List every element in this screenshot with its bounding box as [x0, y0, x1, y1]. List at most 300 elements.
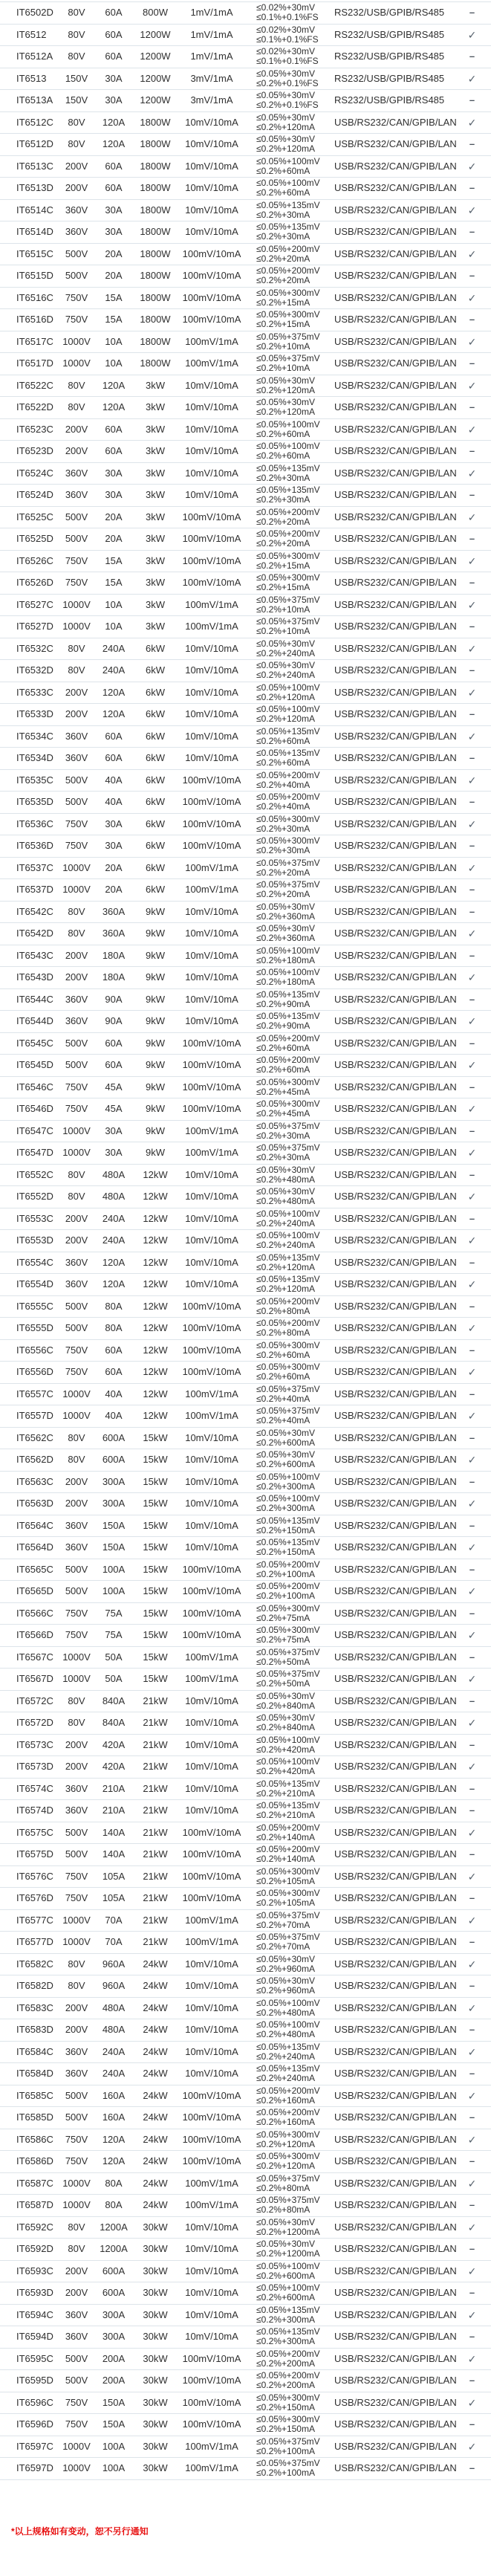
model-cell: IT6576D	[16, 1892, 53, 1904]
availability-mark: ✓	[467, 1914, 477, 1926]
table-row	[0, 1844, 491, 1866]
resolution-cell: 100mV/1mA	[185, 1936, 238, 1948]
current-cell: 30A	[105, 204, 123, 216]
accuracy-cell	[245, 1648, 334, 1667]
model-cell: IT6537C	[16, 861, 53, 873]
voltage-cell: 360V	[65, 2331, 88, 2343]
accuracy-cell	[245, 946, 334, 965]
power-cell: 15kW	[143, 1607, 168, 1619]
voltage-cell: 200V	[65, 2024, 88, 2036]
current-cell: 120A	[102, 686, 126, 698]
accuracy-line2: ≤0.2%+120mA	[256, 407, 315, 418]
resolution-cell: 100mV/10mA	[182, 2111, 241, 2123]
accuracy-line2: ≤0.2%+30mA	[256, 845, 310, 856]
accuracy-cell	[245, 792, 334, 812]
interfaces-cell: RS232/USB/GPIB/RS485	[334, 7, 445, 19]
current-cell: 120A	[102, 2133, 126, 2145]
interfaces-cell: USB/RS232/CAN/GPIB/LAN	[334, 2418, 457, 2430]
accuracy-line1: ≤0.05%+200mV	[256, 1055, 320, 1066]
power-cell: 15kW	[143, 1629, 168, 1641]
accuracy-line2: ≤0.2%+480mA	[256, 1196, 315, 1207]
resolution-cell: 100mV/10mA	[182, 1892, 241, 1904]
model-cell: IT6585C	[16, 2089, 53, 2101]
accuracy-line2: ≤0.2%+30mA	[256, 494, 310, 505]
resolution-cell: 100mV/1mA	[185, 2440, 238, 2452]
availability-mark: –	[469, 621, 475, 632]
table-row	[0, 1998, 491, 2020]
voltage-cell: 500V	[65, 1563, 88, 1575]
power-cell: 21kW	[143, 1914, 168, 1926]
interfaces-cell: USB/RS232/CAN/GPIB/LAN	[334, 2396, 457, 2408]
model-cell: IT6587C	[16, 2177, 53, 2189]
current-cell: 10A	[105, 357, 123, 369]
accuracy-line2: ≤0.2%+45mA	[256, 1108, 310, 1119]
power-cell: 30kW	[143, 2352, 168, 2364]
accuracy-cell	[245, 2020, 334, 2039]
model-cell: IT6515D	[16, 270, 53, 282]
accuracy-cell	[245, 551, 334, 571]
accuracy-line1: ≤0.05%+135mV	[256, 199, 320, 210]
model-cell: IT6577D	[16, 1936, 53, 1948]
voltage-cell: 360V	[65, 226, 88, 238]
current-cell: 80A	[105, 1322, 123, 1334]
resolution-cell: 10mV/10mA	[185, 379, 238, 391]
accuracy-line1: ≤0.05%+30mV	[256, 375, 315, 386]
interfaces-cell: USB/RS232/CAN/GPIB/LAN	[334, 577, 457, 589]
power-cell: 12kW	[143, 1256, 168, 1268]
power-cell: 6kW	[146, 884, 165, 896]
table-row	[0, 616, 491, 638]
interfaces-cell: USB/RS232/CAN/GPIB/LAN	[334, 1191, 457, 1203]
accuracy-line2: ≤0.2%+300mA	[256, 2336, 315, 2347]
interfaces-cell: USB/RS232/CAN/GPIB/LAN	[334, 993, 457, 1005]
interfaces-cell: USB/RS232/CAN/GPIB/LAN	[334, 1563, 457, 1575]
model-cell: IT6573D	[16, 1761, 53, 1773]
current-cell: 40A	[105, 796, 123, 808]
interfaces-cell: USB/RS232/CAN/GPIB/LAN	[334, 1103, 457, 1115]
interfaces-cell: USB/RS232/CAN/GPIB/LAN	[334, 2001, 457, 2013]
availability-mark: ✓	[467, 1454, 477, 1466]
voltage-cell: 500V	[65, 796, 88, 808]
voltage-cell: 750V	[65, 818, 88, 829]
availability-mark: –	[469, 2024, 475, 2036]
table-row	[0, 1515, 491, 1538]
current-cell: 80A	[105, 2199, 123, 2211]
current-cell: 1200A	[100, 2221, 128, 2233]
availability-mark: ✓	[467, 511, 477, 523]
table-row	[0, 1340, 491, 1362]
resolution-cell: 10mV/10mA	[185, 1738, 238, 1750]
accuracy-line2: ≤0.2%+75mA	[256, 1612, 310, 1623]
power-cell: 30kW	[143, 2418, 168, 2430]
resolution-cell: 100mV/10mA	[182, 1103, 241, 1115]
voltage-cell: 80V	[68, 664, 85, 676]
accuracy-line1: ≤0.05%+30mV	[256, 1164, 315, 1175]
table-row	[0, 68, 491, 91]
accuracy-cell	[245, 2371, 334, 2390]
current-cell: 960A	[102, 1980, 126, 1992]
accuracy-cell	[245, 222, 334, 242]
accuracy-cell	[245, 815, 334, 834]
accuracy-line2: ≤0.2%+60mA	[256, 1064, 310, 1075]
current-cell: 20A	[105, 511, 123, 522]
availability-mark: ✓	[467, 928, 477, 940]
interfaces-cell: USB/RS232/CAN/GPIB/LAN	[334, 2287, 457, 2299]
table-row	[0, 902, 491, 924]
interfaces-cell: USB/RS232/CAN/GPIB/LAN	[334, 1388, 457, 1399]
accuracy-line1: ≤0.05%+200mV	[256, 769, 320, 780]
resolution-cell: 100mV/10mA	[182, 533, 241, 545]
current-cell: 75A	[105, 1629, 123, 1641]
power-cell: 24kW	[143, 2155, 168, 2167]
accuracy-cell	[245, 1143, 334, 1162]
accuracy-cell	[245, 1253, 334, 1272]
voltage-cell: 1000V	[62, 2177, 91, 2189]
model-cell: IT6526D	[16, 577, 53, 589]
interfaces-cell: USB/RS232/CAN/GPIB/LAN	[334, 357, 457, 369]
availability-mark: ✓	[467, 291, 477, 304]
model-cell: IT6594C	[16, 2308, 53, 2320]
resolution-cell: 10mV/10mA	[185, 1234, 238, 1246]
interfaces-cell: USB/RS232/CAN/GPIB/LAN	[334, 2352, 457, 2364]
accuracy-line1: ≤0.05%+200mV	[256, 2348, 320, 2359]
interfaces-cell: USB/RS232/CAN/GPIB/LAN	[334, 2462, 457, 2474]
availability-mark: –	[469, 1848, 475, 1860]
accuracy-line1: ≤0.05%+375mV	[256, 2436, 320, 2447]
accuracy-line2: ≤0.2%+1200mA	[256, 2226, 320, 2237]
accuracy-cell	[245, 902, 334, 922]
accuracy-cell	[245, 1801, 334, 1820]
accuracy-cell	[245, 1406, 334, 1425]
accuracy-cell	[245, 1012, 334, 1031]
model-cell: IT6586D	[16, 2155, 53, 2167]
accuracy-line2: ≤0.2%+0.1%FS	[256, 77, 319, 88]
table-row	[0, 1033, 491, 1055]
resolution-cell: 10mV/10mA	[185, 1256, 238, 1268]
availability-mark: ✓	[467, 2045, 477, 2058]
availability-mark: ✓	[467, 1234, 477, 1247]
resolution-cell: 10mV/10mA	[185, 2308, 238, 2320]
accuracy-cell	[245, 178, 334, 198]
availability-mark: ✓	[467, 1761, 477, 1773]
current-cell: 480A	[102, 1168, 126, 1180]
interfaces-cell: USB/RS232/CAN/GPIB/LAN	[334, 467, 457, 479]
current-cell: 140A	[102, 1848, 126, 1860]
voltage-cell: 750V	[65, 2396, 88, 2408]
model-cell: IT6597D	[16, 2462, 53, 2474]
interfaces-cell: USB/RS232/CAN/GPIB/LAN	[334, 2243, 457, 2255]
table-row	[0, 2042, 491, 2064]
power-cell: 24kW	[143, 2045, 168, 2057]
power-cell: 12kW	[143, 1300, 168, 1312]
interfaces-cell: USB/RS232/CAN/GPIB/LAN	[334, 1234, 457, 1246]
current-cell: 60A	[105, 752, 123, 764]
current-cell: 600A	[102, 2287, 126, 2299]
accuracy-line1: ≤0.05%+135mV	[256, 1778, 320, 1789]
power-cell: 21kW	[143, 1892, 168, 1904]
model-cell: IT6525C	[16, 511, 53, 522]
resolution-cell: 10mV/10mA	[185, 1431, 238, 1443]
accuracy-cell	[245, 771, 334, 790]
availability-mark: ✓	[467, 774, 477, 786]
accuracy-line1: ≤0.05%+200mV	[256, 528, 320, 540]
current-cell: 160A	[102, 2111, 126, 2123]
voltage-cell: 200V	[65, 182, 88, 194]
accuracy-cell	[245, 1845, 334, 1864]
availability-mark: –	[469, 1651, 475, 1663]
current-cell: 100A	[102, 2440, 126, 2452]
model-cell: IT6542C	[16, 905, 53, 917]
resolution-cell: 100mV/10mA	[182, 2352, 241, 2364]
availability-mark: ✓	[467, 1059, 477, 1072]
interfaces-cell: USB/RS232/CAN/GPIB/LAN	[334, 2331, 457, 2343]
current-cell: 200A	[102, 2375, 126, 2386]
current-cell: 30A	[105, 72, 123, 84]
accuracy-line2: ≤0.2%+200mA	[256, 2380, 315, 2391]
model-cell: IT6546D	[16, 1103, 53, 1115]
current-cell: 15A	[105, 577, 123, 589]
availability-mark: –	[469, 1519, 475, 1531]
accuracy-line2: ≤0.2%+180mA	[256, 954, 315, 965]
table-row	[0, 2063, 491, 2085]
model-cell: IT6575D	[16, 1848, 53, 1860]
model-cell: IT6517C	[16, 335, 53, 347]
voltage-cell: 80V	[68, 642, 85, 654]
power-cell: 24kW	[143, 1958, 168, 1970]
accuracy-line1: ≤0.05%+200mV	[256, 1318, 320, 1329]
availability-mark: ✓	[467, 1103, 477, 1116]
interfaces-cell: USB/RS232/CAN/GPIB/LAN	[334, 1541, 457, 1553]
availability-mark: ✓	[467, 1585, 477, 1598]
resolution-cell: 10mV/10mA	[185, 905, 238, 917]
availability-mark: ✓	[467, 1826, 477, 1839]
current-cell: 60A	[105, 7, 123, 19]
accuracy-line1: ≤0.05%+30mV	[256, 901, 315, 912]
availability-mark: ✓	[467, 467, 477, 479]
resolution-cell: 100mV/10mA	[182, 511, 241, 522]
model-cell: IT6557C	[16, 1388, 53, 1399]
accuracy-line2: ≤0.2%+150mA	[256, 1547, 315, 1558]
accuracy-line1: ≤0.05%+375mV	[256, 616, 320, 627]
accuracy-cell	[245, 508, 334, 527]
interfaces-cell: USB/RS232/CAN/GPIB/LAN	[334, 1498, 457, 1509]
availability-mark: ✓	[467, 247, 477, 260]
model-cell: IT6513A	[16, 94, 53, 106]
availability-mark: –	[469, 1300, 475, 1312]
accuracy-line1: ≤0.05%+135mV	[256, 1800, 320, 1811]
model-cell: IT6516D	[16, 314, 53, 326]
table-row	[0, 638, 491, 661]
accuracy-line2: ≤0.2%+50mA	[256, 1656, 310, 1667]
power-cell: 1800W	[140, 116, 171, 128]
current-cell: 80A	[105, 1300, 123, 1312]
accuracy-cell	[245, 1538, 334, 1557]
resolution-cell: 100mV/10mA	[182, 818, 241, 829]
current-cell: 420A	[102, 1738, 126, 1750]
power-cell: 9kW	[146, 928, 165, 939]
accuracy-cell	[245, 1099, 334, 1119]
power-cell: 21kW	[143, 1717, 168, 1729]
accuracy-line1: ≤0.05%+300mV	[256, 2414, 320, 2425]
power-cell: 30kW	[143, 2462, 168, 2474]
accuracy-line1: ≤0.05%+100mV	[256, 1208, 320, 1219]
accuracy-line1: ≤0.05%+135mV	[256, 485, 320, 496]
availability-mark: –	[469, 2155, 475, 2167]
voltage-cell: 750V	[65, 2133, 88, 2145]
voltage-cell: 80V	[68, 401, 85, 413]
table-row	[0, 1800, 491, 1822]
voltage-cell: 500V	[65, 1826, 88, 1838]
power-cell: 24kW	[143, 2177, 168, 2189]
accuracy-line1: ≤0.05%+100mV	[256, 418, 320, 430]
table-row	[0, 1669, 491, 1691]
resolution-cell: 100mV/1mA	[185, 1410, 238, 1422]
table-row	[0, 1625, 491, 1647]
accuracy-cell	[245, 25, 334, 45]
accuracy-line2: ≤0.2%+15mA	[256, 297, 310, 308]
resolution-cell: 10mV/10mA	[185, 708, 238, 720]
table-row	[0, 814, 491, 836]
accuracy-cell	[245, 595, 334, 615]
accuracy-line2: ≤0.2%+10mA	[256, 626, 310, 637]
accuracy-line1: ≤0.05%+375mV	[256, 1142, 320, 1153]
resolution-cell: 10mV/10mA	[185, 1498, 238, 1509]
availability-mark: ✓	[467, 1673, 477, 1686]
current-cell: 240A	[102, 642, 126, 654]
accuracy-line1: ≤0.05%+200mV	[256, 265, 320, 276]
table-row	[0, 1077, 491, 1099]
accuracy-cell	[245, 376, 334, 395]
current-cell: 30A	[105, 226, 123, 238]
current-cell: 15A	[105, 291, 123, 303]
model-cell: IT6527D	[16, 621, 53, 632]
model-cell: IT6552D	[16, 1191, 53, 1203]
table-row	[0, 967, 491, 989]
table-row	[0, 1581, 491, 1603]
accuracy-cell	[245, 113, 334, 132]
power-cell: 30kW	[143, 2308, 168, 2320]
accuracy-line1: ≤0.05%+200mV	[256, 2107, 320, 2118]
accuracy-line2: ≤0.2%+80mA	[256, 2182, 310, 2193]
voltage-cell: 1000V	[62, 335, 91, 347]
accuracy-cell	[245, 245, 334, 264]
accuracy-line1: ≤0.05%+30mV	[256, 90, 315, 101]
accuracy-line2: ≤0.2%+240mA	[256, 647, 315, 658]
model-cell: IT6522D	[16, 401, 53, 413]
availability-mark: ✓	[467, 2352, 477, 2365]
availability-mark: ✓	[467, 2396, 477, 2409]
model-cell: IT6512A	[16, 51, 53, 62]
accuracy-line2: ≤0.2%+105mA	[256, 1897, 315, 1909]
power-cell: 3kW	[146, 554, 165, 566]
interfaces-cell: USB/RS232/CAN/GPIB/LAN	[334, 2221, 457, 2233]
voltage-cell: 80V	[68, 1454, 85, 1466]
voltage-cell: 750V	[65, 1629, 88, 1641]
voltage-cell: 80V	[68, 1191, 85, 1203]
table-row	[0, 792, 491, 814]
accuracy-cell	[245, 1231, 334, 1250]
power-cell: 3kW	[146, 489, 165, 501]
accuracy-line2: ≤0.2%+30mA	[256, 1152, 310, 1163]
current-cell: 80A	[105, 2177, 123, 2189]
current-cell: 480A	[102, 2001, 126, 2013]
table-row	[0, 660, 491, 682]
table-row	[0, 2436, 491, 2459]
interfaces-cell: USB/RS232/CAN/GPIB/LAN	[334, 1826, 457, 1838]
table-row	[0, 397, 491, 419]
power-cell: 15kW	[143, 1519, 168, 1531]
voltage-cell: 200V	[65, 971, 88, 983]
voltage-cell: 360V	[65, 1256, 88, 1268]
voltage-cell: 150V	[65, 72, 88, 84]
availability-mark: –	[469, 314, 475, 326]
accuracy-line1: ≤0.05%+375mV	[256, 879, 320, 890]
voltage-cell: 500V	[65, 1848, 88, 1860]
table-row	[0, 2305, 491, 2327]
model-cell: IT6547C	[16, 1124, 53, 1136]
model-cell: IT6536C	[16, 818, 53, 829]
accuracy-line1: ≤0.05%+135mV	[256, 1537, 320, 1548]
accuracy-cell	[245, 1034, 334, 1053]
model-cell: IT6564C	[16, 1519, 53, 1531]
power-cell: 21kW	[143, 1782, 168, 1794]
accuracy-line1: ≤0.05%+375mV	[256, 857, 320, 868]
voltage-cell: 80V	[68, 116, 85, 128]
voltage-cell: 1000V	[62, 1673, 91, 1685]
voltage-cell: 80V	[68, 51, 85, 62]
resolution-cell: 100mV/10mA	[182, 1300, 241, 1312]
accuracy-cell	[245, 1999, 334, 2018]
accuracy-line1: ≤0.05%+30mV	[256, 638, 315, 649]
interfaces-cell: USB/RS232/CAN/GPIB/LAN	[334, 796, 457, 808]
interfaces-cell: USB/RS232/CAN/GPIB/LAN	[334, 1015, 457, 1027]
interfaces-cell: USB/RS232/CAN/GPIB/LAN	[334, 1168, 457, 1180]
availability-mark: ✓	[467, 72, 477, 85]
accuracy-line2: ≤0.2%+240mA	[256, 2051, 315, 2062]
table-row	[0, 1735, 491, 1757]
voltage-cell: 500V	[65, 1322, 88, 1334]
accuracy-line2: ≤0.2%+120mA	[256, 1284, 315, 1295]
accuracy-line1: ≤0.05%+100mV	[256, 1997, 320, 2008]
voltage-cell: 200V	[65, 423, 88, 435]
accuracy-cell	[245, 705, 334, 724]
current-cell: 20A	[105, 533, 123, 545]
interfaces-cell: USB/RS232/CAN/GPIB/LAN	[334, 752, 457, 764]
interfaces-cell: USB/RS232/CAN/GPIB/LAN	[334, 423, 457, 435]
interfaces-cell: USB/RS232/CAN/GPIB/LAN	[334, 642, 457, 654]
power-cell: 12kW	[143, 1168, 168, 1180]
accuracy-line1: ≤0.05%+375mV	[256, 594, 320, 605]
spec-table	[0, 1, 491, 2480]
accuracy-line2: ≤0.2%+60mA	[256, 757, 310, 768]
accuracy-line2: ≤0.2%+600mA	[256, 1459, 315, 1470]
model-cell: IT6574D	[16, 1805, 53, 1816]
availability-mark: ✓	[467, 642, 477, 655]
availability-mark: –	[469, 1124, 475, 1136]
model-cell: IT6582D	[16, 1980, 53, 1992]
interfaces-cell: USB/RS232/CAN/GPIB/LAN	[334, 2199, 457, 2211]
model-cell: IT6583D	[16, 2024, 53, 2036]
table-row	[0, 1011, 491, 1033]
accuracy-line1: ≤0.05%+300mV	[256, 2392, 320, 2403]
model-cell: IT6553C	[16, 1212, 53, 1224]
resolution-cell: 100mV/1mA	[185, 621, 238, 632]
accuracy-line1: ≤0.05%+300mV	[256, 309, 320, 320]
table-row	[0, 1165, 491, 1187]
power-cell: 800W	[143, 7, 168, 19]
current-cell: 600A	[102, 2265, 126, 2276]
model-cell: IT6547D	[16, 1147, 53, 1159]
